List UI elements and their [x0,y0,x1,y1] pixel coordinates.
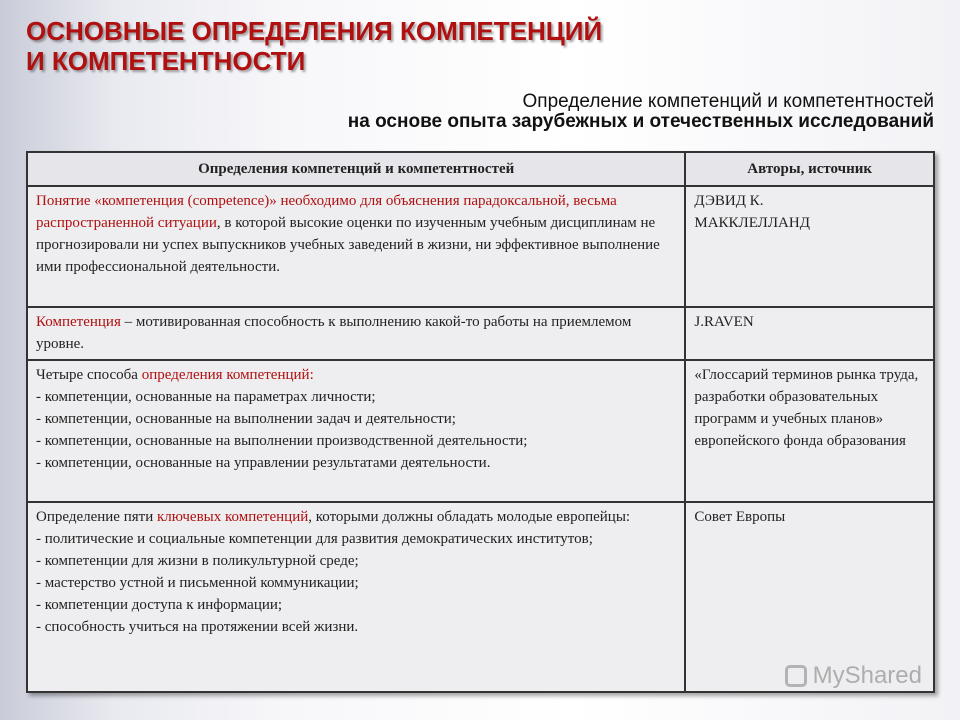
definition-text: – мотивированная способность к выполнению какой-то работы на приемлемом уровне. [36,314,632,352]
header-authors: Авторы, источник [685,152,934,186]
definition-highlight: Компетенция [36,314,121,330]
list-item: - компетенции, основанные на выполнении производственной деятельности; [36,433,528,449]
list-item: - компетенции для жизни в поликультурной среде; [36,553,359,569]
author-cell: «Глоссарий терминов рынка труда, разработки образовательных программ и учебных планов» европейского фонда образования [685,360,934,502]
author-cell: Совет Европы [685,502,934,692]
definition-text: , которыми должны обладать молодые европейцы: [308,509,631,525]
slide-title-line2: И КОМПЕТЕНТНОСТИ [26,46,306,76]
list-item: - мастерство устной и письменной коммуникации; [36,575,359,591]
definition-highlight: определения компетенций: [141,367,314,383]
table-row [27,360,934,502]
definition-cell [27,307,685,360]
list-item: - политические и социальные компетенции для развития демократических институтов; [36,531,593,547]
list-item: - компетенции доступа к информации; [36,597,283,613]
list-item: - компетенции, основанные на управлении результатами деятельности. [36,455,491,471]
slide-subtitle [348,92,934,132]
subtitle-line2: на основе опыта зарубежных и отечественных исследований [347,111,934,132]
definition-intro: Определение пяти [36,509,157,525]
definition-cell [27,360,685,502]
author-cell: ДЭВИД К. МАККЛЕЛЛАНД [685,186,934,307]
watermark [785,662,922,690]
author-cell: J.RAVEN [685,307,934,360]
definition-cell [27,186,685,307]
table-row [27,307,934,360]
definition-highlight: ключевых компетенций [156,509,309,525]
watermark-text: MyShared [812,662,922,689]
table-row [27,186,934,307]
list-item: - компетенции, основанные на выполнении задач и деятельности; [36,411,456,427]
slide-title-line1: ОСНОВНЫЕ ОПРЕДЕЛЕНИЯ КОМПЕТЕНЦИЙ [26,16,603,46]
definition-intro: Четыре способа [36,367,142,383]
header-definitions: Определения компетенций и компетентностей [27,152,685,186]
watermark-logo-icon [785,665,807,687]
definitions-table [26,151,935,693]
definition-text: , в которой высокие оценки по изученным учебным дисциплинам не прогнозировали ни успех выпускников учебных заведений в жизни, ни эффективное выполнение ими профессиональной деятельности. [36,215,660,275]
definition-cell [27,502,685,692]
list-item: - компетенции, основанные на параметрах личности; [36,389,376,405]
definition-highlight: Понятие «компетенция (competence)» необходимо для объяснения парадоксальной, весьма распространенной ситуации [36,193,617,231]
slide-title [26,16,602,76]
table-header-row [27,152,934,186]
list-item: - способность учиться на протяжении всей жизни. [36,619,359,635]
subtitle-line1: Определение компетенций и компетентностей [522,91,934,112]
